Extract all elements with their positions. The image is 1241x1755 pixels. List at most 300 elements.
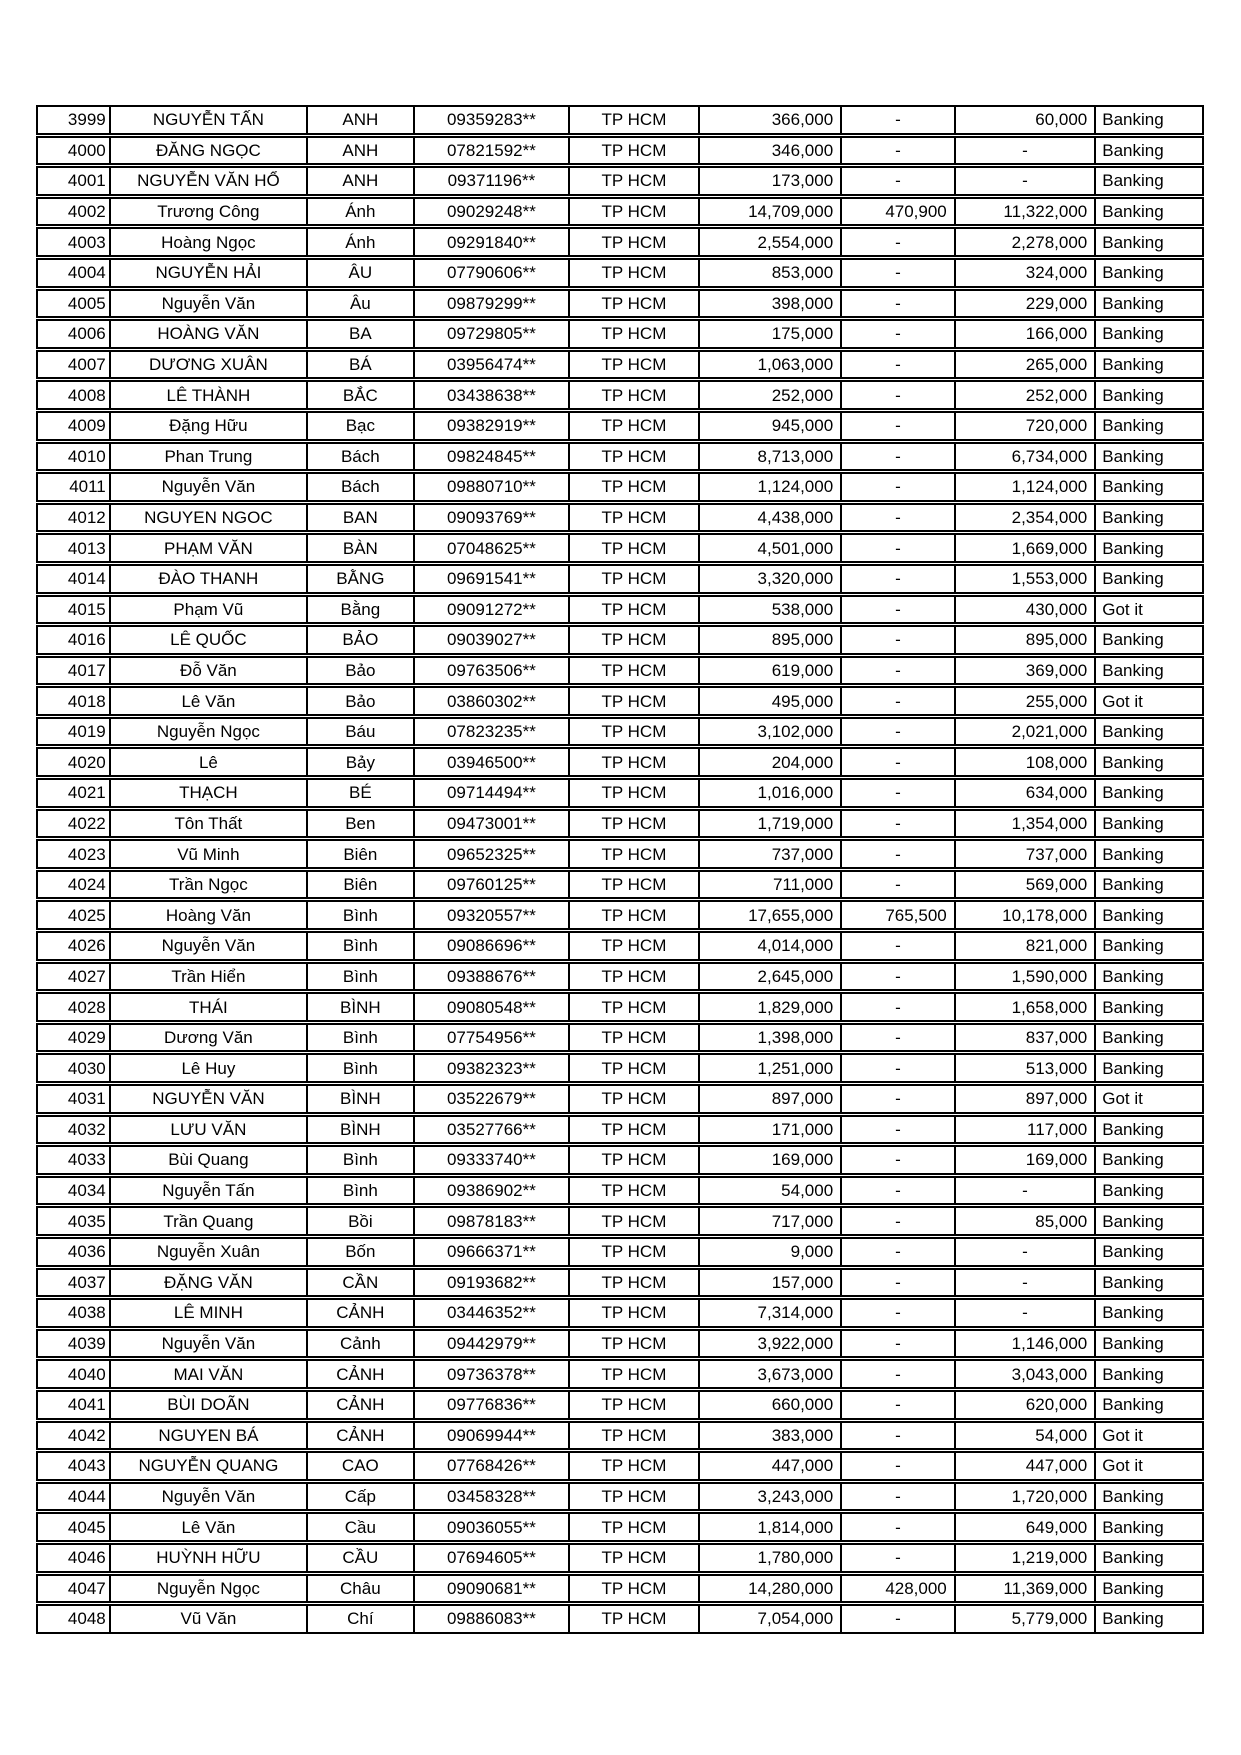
given-name-cell: Lê Văn	[111, 688, 308, 714]
city-cell: TP HCM	[570, 1484, 700, 1510]
amount-2-cell: -	[842, 1300, 956, 1326]
amount-1-cell: 9,000	[700, 1239, 842, 1265]
amount-2-cell: 470,900	[842, 199, 956, 225]
table-row	[36, 962, 1204, 992]
table-row	[36, 595, 1204, 625]
index-cell: 4027	[38, 964, 111, 990]
amount-1-cell: 1,398,000	[700, 1025, 842, 1051]
amount-2-cell: -	[842, 1117, 956, 1143]
amount-3-cell: 1,590,000	[956, 964, 1096, 990]
surname-cell: CẢNH	[308, 1300, 415, 1326]
amount-1-cell: 538,000	[700, 597, 842, 623]
phone-cell: 07048625**	[415, 535, 571, 561]
status-cell: Banking	[1102, 1181, 1164, 1201]
status-cell: Banking	[1102, 905, 1164, 925]
surname-cell: Chí	[308, 1606, 415, 1632]
table-row	[36, 717, 1204, 747]
phone-cell: 09039027**	[415, 627, 571, 653]
index-cell: 4007	[38, 352, 111, 378]
given-name-cell: HUỲNH HỮU	[111, 1545, 308, 1571]
table-row	[36, 105, 1204, 135]
surname-cell: BÉ	[308, 780, 415, 806]
status-cell: Banking	[1102, 722, 1164, 742]
index-cell: 4006	[38, 321, 111, 347]
city-cell: TP HCM	[570, 1300, 700, 1326]
city-cell: TP HCM	[570, 841, 700, 867]
amount-1-cell: 1,251,000	[700, 1055, 842, 1081]
given-name-cell: Tôn Thất	[111, 811, 308, 837]
given-name-cell: Đỗ Văn	[111, 658, 308, 684]
given-name-cell: Nguyễn Tấn	[111, 1178, 308, 1204]
city-cell: TP HCM	[570, 719, 700, 745]
phone-cell: 03446352**	[415, 1300, 571, 1326]
amount-1-cell: 897,000	[700, 1086, 842, 1112]
table-row	[36, 1145, 1204, 1175]
index-cell: 4012	[38, 505, 111, 531]
phone-cell: 09666371**	[415, 1239, 571, 1265]
table-row	[36, 380, 1204, 410]
amount-2-cell: 765,500	[842, 902, 956, 928]
amount-3-cell: 252,000	[956, 382, 1096, 408]
amount-3-cell: 895,000	[956, 627, 1096, 653]
city-cell: TP HCM	[570, 1239, 700, 1265]
amount-3-cell: 720,000	[956, 413, 1096, 439]
amount-1-cell: 2,645,000	[700, 964, 842, 990]
given-name-cell: Nguyễn Xuân	[111, 1239, 308, 1265]
amount-2-cell: -	[842, 291, 956, 317]
amount-1-cell: 1,780,000	[700, 1545, 842, 1571]
surname-cell: Bốn	[308, 1239, 415, 1265]
surname-cell: Bình	[308, 1178, 415, 1204]
status-cell: Got it	[1102, 1089, 1143, 1109]
surname-cell: ANH	[308, 168, 415, 194]
given-name-cell: Phạm Vũ	[111, 597, 308, 623]
surname-cell: Ánh	[308, 229, 415, 255]
table-row	[36, 1115, 1204, 1145]
status-cell: Banking	[1102, 1150, 1164, 1170]
amount-1-cell: 1,829,000	[700, 994, 842, 1020]
surname-cell: BAN	[308, 505, 415, 531]
table-row	[36, 1237, 1204, 1267]
given-name-cell: HOÀNG VĂN	[111, 321, 308, 347]
amount-3-cell: 108,000	[956, 749, 1096, 775]
index-cell: 4039	[38, 1331, 111, 1357]
surname-cell: CẢNH	[308, 1392, 415, 1418]
table-row	[36, 931, 1204, 961]
index-cell: 4019	[38, 719, 111, 745]
index-cell: 4002	[38, 199, 111, 225]
city-cell: TP HCM	[570, 566, 700, 592]
amount-2-cell: -	[842, 260, 956, 286]
status-cell: Banking	[1102, 1119, 1164, 1139]
phone-cell: 09388676**	[415, 964, 571, 990]
given-name-cell: NGUYỄN TẤN	[111, 107, 308, 133]
given-name-cell: BÙI DOÃN	[111, 1392, 308, 1418]
status-cell: Banking	[1102, 1609, 1164, 1629]
city-cell: TP HCM	[570, 1331, 700, 1357]
given-name-cell: Nguyễn Văn	[111, 933, 308, 959]
index-cell: 4033	[38, 1147, 111, 1173]
amount-3-cell: 430,000	[956, 597, 1096, 623]
surname-cell: Cảnh	[308, 1331, 415, 1357]
phone-cell: 09320557**	[415, 902, 571, 928]
city-cell: TP HCM	[570, 107, 700, 133]
amount-1-cell: 54,000	[700, 1178, 842, 1204]
city-cell: TP HCM	[570, 1086, 700, 1112]
amount-3-cell: -	[956, 1300, 1096, 1326]
amount-1-cell: 17,655,000	[700, 902, 842, 928]
table-row	[36, 227, 1204, 257]
table-row	[36, 1512, 1204, 1542]
amount-1-cell: 3,243,000	[700, 1484, 842, 1510]
index-cell: 4021	[38, 780, 111, 806]
surname-cell: Bạc	[308, 413, 415, 439]
amount-2-cell: -	[842, 535, 956, 561]
table-row	[36, 992, 1204, 1022]
status-cell: Banking	[1102, 538, 1164, 558]
given-name-cell: THẠCH	[111, 780, 308, 806]
given-name-cell: Nguyễn Ngọc	[111, 719, 308, 745]
amount-2-cell: -	[842, 474, 956, 500]
surname-cell: BÌNH	[308, 1117, 415, 1143]
surname-cell: Bình	[308, 1055, 415, 1081]
surname-cell: Âu	[308, 291, 415, 317]
given-name-cell: ĐÀO THANH	[111, 566, 308, 592]
city-cell: TP HCM	[570, 352, 700, 378]
phone-cell: 03860302**	[415, 688, 571, 714]
amount-3-cell: 324,000	[956, 260, 1096, 286]
phone-cell: 09036055**	[415, 1514, 571, 1540]
given-name-cell: Nguyễn Văn	[111, 291, 308, 317]
given-name-cell: LÊ THÀNH	[111, 382, 308, 408]
surname-cell: CAO	[308, 1453, 415, 1479]
amount-3-cell: -	[956, 138, 1096, 164]
amount-2-cell: -	[842, 658, 956, 684]
index-cell: 4001	[38, 168, 111, 194]
amount-1-cell: 1,063,000	[700, 352, 842, 378]
amount-3-cell: 3,043,000	[956, 1361, 1096, 1387]
amount-2-cell: -	[842, 811, 956, 837]
amount-2-cell: -	[842, 1239, 956, 1265]
table-row	[36, 778, 1204, 808]
phone-cell: 09193682**	[415, 1270, 571, 1296]
status-cell: Banking	[1102, 324, 1164, 344]
status-cell: Banking	[1102, 1364, 1164, 1384]
amount-2-cell: -	[842, 229, 956, 255]
amount-2-cell: -	[842, 1392, 956, 1418]
amount-2-cell: -	[842, 566, 956, 592]
phone-cell: 03458328**	[415, 1484, 571, 1510]
table-row	[36, 747, 1204, 777]
city-cell: TP HCM	[570, 872, 700, 898]
amount-2-cell: -	[842, 1514, 956, 1540]
index-cell: 4026	[38, 933, 111, 959]
phone-cell: 09760125**	[415, 872, 571, 898]
amount-3-cell: 513,000	[956, 1055, 1096, 1081]
phone-cell: 09691541**	[415, 566, 571, 592]
amount-2-cell: -	[842, 780, 956, 806]
amount-2-cell: -	[842, 964, 956, 990]
phone-cell: 09442979**	[415, 1331, 571, 1357]
amount-3-cell: 1,124,000	[956, 474, 1096, 500]
city-cell: TP HCM	[570, 199, 700, 225]
given-name-cell: Trần Quang	[111, 1208, 308, 1234]
phone-cell: 07768426**	[415, 1453, 571, 1479]
given-name-cell: THÁI	[111, 994, 308, 1020]
table-row	[36, 442, 1204, 472]
status-cell: Banking	[1102, 110, 1164, 130]
surname-cell: Bách	[308, 474, 415, 500]
status-cell: Banking	[1102, 385, 1164, 405]
amount-3-cell: 60,000	[956, 107, 1096, 133]
city-cell: TP HCM	[570, 1270, 700, 1296]
status-cell: Banking	[1102, 1242, 1164, 1262]
amount-3-cell: 1,219,000	[956, 1545, 1096, 1571]
phone-cell: 09878183**	[415, 1208, 571, 1234]
table-row	[36, 1053, 1204, 1083]
table-row	[36, 1176, 1204, 1206]
city-cell: TP HCM	[570, 597, 700, 623]
city-cell: TP HCM	[570, 291, 700, 317]
surname-cell: Châu	[308, 1576, 415, 1602]
given-name-cell: LÊ QUỐC	[111, 627, 308, 653]
amount-2-cell: -	[842, 1484, 956, 1510]
amount-1-cell: 398,000	[700, 291, 842, 317]
city-cell: TP HCM	[570, 1117, 700, 1143]
surname-cell: CẢNH	[308, 1361, 415, 1387]
amount-3-cell: 369,000	[956, 658, 1096, 684]
given-name-cell: Trần Hiển	[111, 964, 308, 990]
status-cell: Banking	[1102, 1517, 1164, 1537]
amount-3-cell: 11,369,000	[956, 1576, 1096, 1602]
index-cell: 4029	[38, 1025, 111, 1051]
surname-cell: Cầu	[308, 1514, 415, 1540]
surname-cell: Ánh	[308, 199, 415, 225]
status-cell: Got it	[1102, 1456, 1143, 1476]
city-cell: TP HCM	[570, 902, 700, 928]
amount-2-cell: -	[842, 107, 956, 133]
index-cell: 4008	[38, 382, 111, 408]
table-row	[36, 411, 1204, 441]
index-cell: 4015	[38, 597, 111, 623]
amount-2-cell: -	[842, 597, 956, 623]
amount-3-cell: 54,000	[956, 1423, 1096, 1449]
surname-cell: BẰNG	[308, 566, 415, 592]
amount-1-cell: 169,000	[700, 1147, 842, 1173]
phone-cell: 09776836**	[415, 1392, 571, 1418]
table-row	[36, 197, 1204, 227]
given-name-cell: Lê Huy	[111, 1055, 308, 1081]
status-cell: Banking	[1102, 1303, 1164, 1323]
amount-3-cell: 634,000	[956, 780, 1096, 806]
amount-3-cell: -	[956, 1270, 1096, 1296]
index-cell: 4014	[38, 566, 111, 592]
surname-cell: BÀN	[308, 535, 415, 561]
amount-2-cell: -	[842, 719, 956, 745]
amount-2-cell: -	[842, 138, 956, 164]
amount-1-cell: 383,000	[700, 1423, 842, 1449]
surname-cell: ANH	[308, 138, 415, 164]
given-name-cell: Nguyễn Văn	[111, 474, 308, 500]
amount-1-cell: 175,000	[700, 321, 842, 347]
table-row	[36, 1543, 1204, 1573]
amount-3-cell: 1,146,000	[956, 1331, 1096, 1357]
given-name-cell: Đặng Hữu	[111, 413, 308, 439]
status-cell: Banking	[1102, 293, 1164, 313]
city-cell: TP HCM	[570, 627, 700, 653]
index-cell: 4005	[38, 291, 111, 317]
amount-2-cell: -	[842, 1086, 956, 1112]
city-cell: TP HCM	[570, 138, 700, 164]
index-cell: 4042	[38, 1423, 111, 1449]
phone-cell: 09091272**	[415, 597, 571, 623]
amount-3-cell: -	[956, 1239, 1096, 1265]
table-row	[36, 870, 1204, 900]
table-row	[36, 1421, 1204, 1451]
table-row	[36, 839, 1204, 869]
table-row	[36, 1574, 1204, 1604]
amount-3-cell: 2,278,000	[956, 229, 1096, 255]
status-cell: Banking	[1102, 783, 1164, 803]
city-cell: TP HCM	[570, 1392, 700, 1418]
amount-1-cell: 171,000	[700, 1117, 842, 1143]
phone-cell: 03946500**	[415, 749, 571, 775]
city-cell: TP HCM	[570, 1545, 700, 1571]
phone-cell: 09291840**	[415, 229, 571, 255]
amount-1-cell: 895,000	[700, 627, 842, 653]
index-cell: 4022	[38, 811, 111, 837]
table-row	[36, 1268, 1204, 1298]
index-cell: 4031	[38, 1086, 111, 1112]
phone-cell: 09382323**	[415, 1055, 571, 1081]
status-cell: Banking	[1102, 660, 1164, 680]
status-cell: Banking	[1102, 1028, 1164, 1048]
status-cell: Banking	[1102, 508, 1164, 528]
index-cell: 4016	[38, 627, 111, 653]
surname-cell: BẮC	[308, 382, 415, 408]
phone-cell: 09359283**	[415, 107, 571, 133]
index-cell: 4047	[38, 1576, 111, 1602]
status-cell: Banking	[1102, 171, 1164, 191]
amount-2-cell: -	[842, 1545, 956, 1571]
status-cell: Banking	[1102, 875, 1164, 895]
index-cell: 3999	[38, 107, 111, 133]
amount-1-cell: 4,501,000	[700, 535, 842, 561]
given-name-cell: LÊ MINH	[111, 1300, 308, 1326]
amount-3-cell: 649,000	[956, 1514, 1096, 1540]
index-cell: 4004	[38, 260, 111, 286]
surname-cell: Bình	[308, 902, 415, 928]
phone-cell: 09333740**	[415, 1147, 571, 1173]
city-cell: TP HCM	[570, 1453, 700, 1479]
city-cell: TP HCM	[570, 1576, 700, 1602]
amount-3-cell: 821,000	[956, 933, 1096, 959]
given-name-cell: Trương Công	[111, 199, 308, 225]
phone-cell: 09069944**	[415, 1423, 571, 1449]
index-cell: 4028	[38, 994, 111, 1020]
given-name-cell: Lê Văn	[111, 1514, 308, 1540]
given-name-cell: Bùi Quang	[111, 1147, 308, 1173]
given-name-cell: NGUYỄN QUANG	[111, 1453, 308, 1479]
amount-1-cell: 495,000	[700, 688, 842, 714]
surname-cell: Ben	[308, 811, 415, 837]
amount-2-cell: -	[842, 1331, 956, 1357]
phone-cell: 03956474**	[415, 352, 571, 378]
status-cell: Banking	[1102, 844, 1164, 864]
city-cell: TP HCM	[570, 1025, 700, 1051]
amount-1-cell: 14,280,000	[700, 1576, 842, 1602]
given-name-cell: Lê	[111, 749, 308, 775]
amount-1-cell: 7,054,000	[700, 1606, 842, 1632]
status-cell: Banking	[1102, 1058, 1164, 1078]
amount-3-cell: 2,354,000	[956, 505, 1096, 531]
amount-1-cell: 173,000	[700, 168, 842, 194]
city-cell: TP HCM	[570, 1606, 700, 1632]
phone-cell: 09090681**	[415, 1576, 571, 1602]
index-cell: 4048	[38, 1606, 111, 1632]
amount-1-cell: 717,000	[700, 1208, 842, 1234]
given-name-cell: Nguyễn Ngọc	[111, 1576, 308, 1602]
table-row	[36, 1604, 1204, 1634]
index-cell: 4024	[38, 872, 111, 898]
index-cell: 4032	[38, 1117, 111, 1143]
amount-2-cell: -	[842, 505, 956, 531]
amount-1-cell: 4,014,000	[700, 933, 842, 959]
amount-1-cell: 252,000	[700, 382, 842, 408]
table-row	[36, 1451, 1204, 1481]
amount-3-cell: 11,322,000	[956, 199, 1096, 225]
status-cell: Banking	[1102, 232, 1164, 252]
status-cell: Got it	[1102, 1425, 1143, 1445]
given-name-cell: Vũ Văn	[111, 1606, 308, 1632]
amount-1-cell: 447,000	[700, 1453, 842, 1479]
amount-2-cell: -	[842, 749, 956, 775]
index-cell: 4045	[38, 1514, 111, 1540]
surname-cell: CẦN	[308, 1270, 415, 1296]
given-name-cell: NGUYỄN VĂN HỔ	[111, 168, 308, 194]
status-cell: Banking	[1102, 416, 1164, 436]
table-row	[36, 809, 1204, 839]
status-cell: Got it	[1102, 691, 1143, 711]
city-cell: TP HCM	[570, 535, 700, 561]
surname-cell: BÌNH	[308, 994, 415, 1020]
table-row	[36, 564, 1204, 594]
index-cell: 4030	[38, 1055, 111, 1081]
status-cell: Banking	[1102, 202, 1164, 222]
surname-cell: Bồi	[308, 1208, 415, 1234]
index-cell: 4013	[38, 535, 111, 561]
amount-1-cell: 204,000	[700, 749, 842, 775]
status-cell: Banking	[1102, 355, 1164, 375]
given-name-cell: Hoàng Văn	[111, 902, 308, 928]
given-name-cell: Nguyễn Văn	[111, 1484, 308, 1510]
amount-3-cell: 897,000	[956, 1086, 1096, 1112]
amount-3-cell: 569,000	[956, 872, 1096, 898]
index-cell: 4010	[38, 444, 111, 470]
status-cell: Banking	[1102, 263, 1164, 283]
city-cell: TP HCM	[570, 229, 700, 255]
amount-2-cell: -	[842, 1178, 956, 1204]
status-cell: Banking	[1102, 1395, 1164, 1415]
table-row	[36, 1390, 1204, 1420]
status-cell: Banking	[1102, 936, 1164, 956]
surname-cell: BA	[308, 321, 415, 347]
amount-1-cell: 945,000	[700, 413, 842, 439]
surname-cell: Bảo	[308, 688, 415, 714]
amount-2-cell: -	[842, 933, 956, 959]
amount-3-cell: 255,000	[956, 688, 1096, 714]
amount-2-cell: -	[842, 413, 956, 439]
